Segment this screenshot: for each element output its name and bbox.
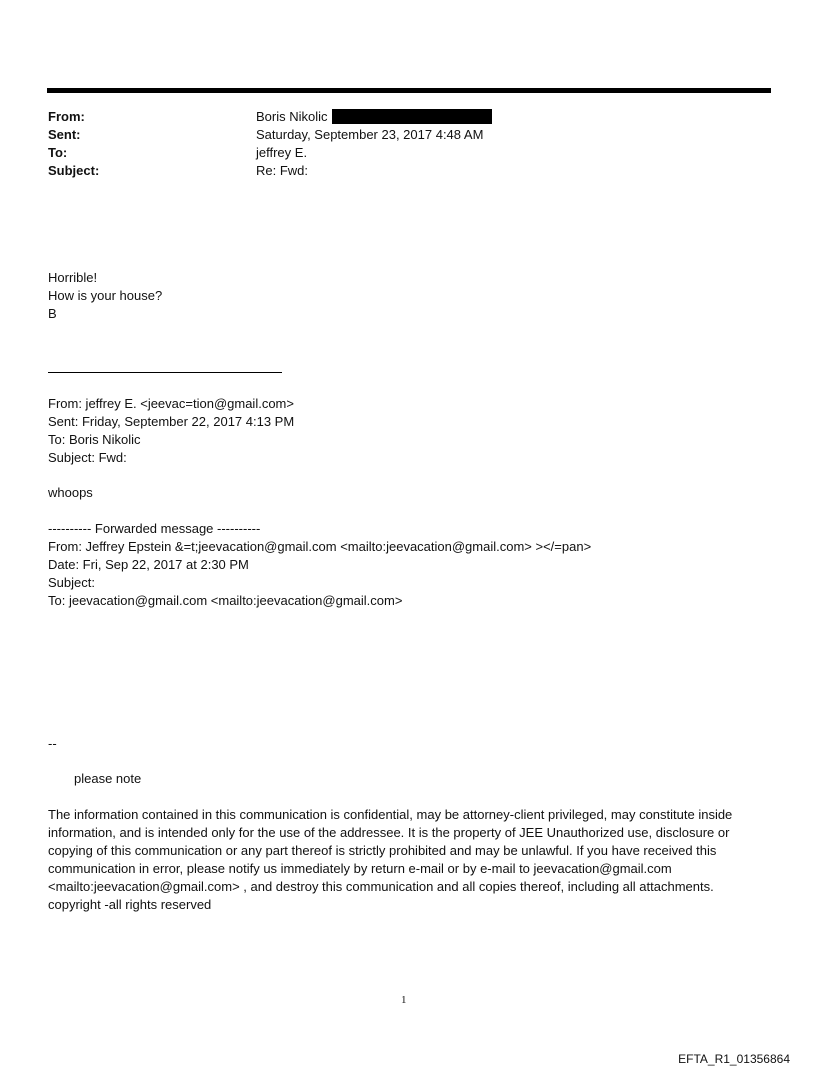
reply-body [48,269,768,323]
forwarded-message [48,520,768,610]
quoted-header [48,395,768,467]
quoted-to: To: Boris Nikolic [48,432,141,447]
from-label: From: [48,109,85,124]
page-number: 1 [401,994,407,1006]
quoted-subject: Subject: Fwd: [48,450,127,465]
forwarded-date: Date: Fri, Sep 22, 2017 at 2:30 PM [48,557,249,572]
subject-label: Subject: [48,163,100,178]
header-to-row [48,144,748,162]
sent-label: Sent: [48,127,81,142]
forwarded-to: To: jeevacation@gmail.com <mailto:jeevacation@gmail.com> [48,593,403,608]
header-subject-row [48,162,748,180]
please-note: please note [74,771,142,786]
header-sent-row [48,126,748,144]
signature-dashes-text: -- [48,736,57,751]
reply-line: How is your house? [48,288,163,303]
forwarded-subject: Subject: [48,575,95,590]
redaction-bar [332,109,492,124]
top-rule [47,88,771,93]
quote-separator [48,372,282,373]
document-id: EFTA_R1_01356864 [678,1052,790,1066]
confidentiality-disclaimer: The information contained in this communication is confidential, may be attorney-client privileged, may constitute inside information, and is intended only for the use of the addressee. It is the property of JEE Unauthorized use, disclosure or copying of this communication or any part thereof is strictly prohibited and may be unlawful. If you have received this communication in error, please notify us immediately by return e-mail or by e-mail to jeevacation@gmail.com <mailto:jeevacation@gmail.com> , and destroy this communication and all copies thereof, including all attachments. copyright -all rights reserved [48,807,733,912]
sent-value: Saturday, September 23, 2017 4:48 AM [256,127,484,142]
quoted-sent: Sent: Friday, September 22, 2017 4:13 PM [48,414,295,429]
forwarded-from: From: Jeffrey Epstein &=t;jeevacation@gmail.com <mailto:jeevacation@gmail.com> ></=pan> [48,539,592,554]
reply-line: B [48,306,57,321]
quoted-body-text: whoops [48,485,93,500]
forwarded-divider: ---------- Forwarded message ---------- [48,521,261,536]
header-from-row [48,108,748,126]
subject-value: Re: Fwd: [256,163,309,178]
signature-dashes [48,735,768,753]
quoted-from: From: jeffrey E. <jeevac=tion@gmail.com> [48,396,294,411]
reply-line: Horrible! [48,270,98,285]
quoted-body [48,484,768,502]
to-label: To: [48,145,68,160]
email-header [48,108,748,180]
from-value [256,108,748,126]
to-value: jeffrey E. [256,145,308,160]
from-name: Boris Nikolic [256,109,328,124]
